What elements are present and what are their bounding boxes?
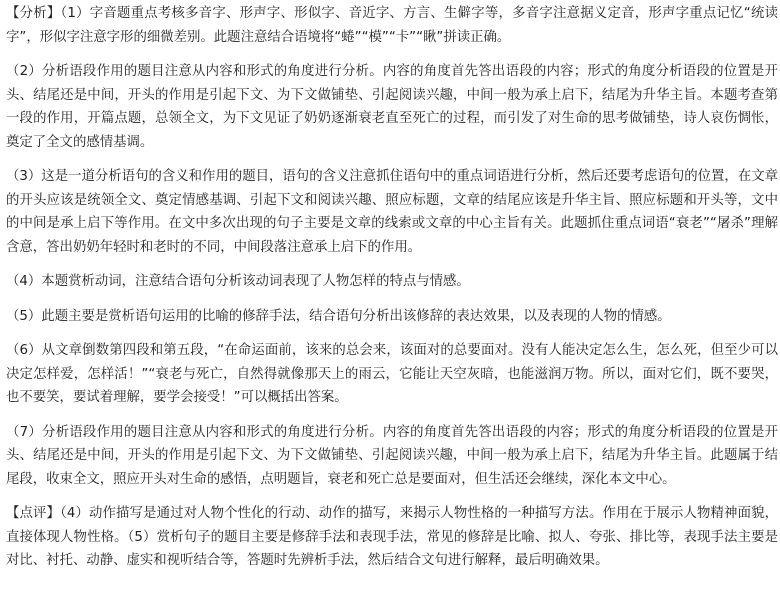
analysis-paragraph-2: （2）分析语段作用的题目注意从内容和形式的角度进行分析。内容的角度首先答出语段的内容；形式的角度分析语段的位置是开头、结尾还是中间，开头的作用是引起下文、为下文做铺垫、引起阅读兴趣，中间一般为承上启下，结尾为升华主旨。本题考查第一段的作用，开篇点题，总领全文，为下文见证了奶奶逐渐衰老直至死亡的过程，而引发了对生命的思考做铺垫，诗人哀伤惆怅，奠定了全文的感情基调。 — [6, 64, 778, 150]
analysis-paragraph-4: （4）本题赏析动词，注意结合语句分析该动词表现了人物怎样的特点与情感。 — [6, 274, 470, 289]
analysis-paragraph-5: （5）此题主要是赏析语句运用的比喻的修辞手法，结合语句分析出该修辞的表达效果，以及表现的人物的情感。 — [6, 308, 671, 324]
analysis-paragraph-7: （7）分析语段作用的题目注意从内容和形式的角度进行分析。内容的角度首先答出语段的内容；形式的角度分析语段的位置是开头、结尾还是中间，开头的作用是引起下文、为下文做铺垫、引起阅读兴趣，中间一般为承上启下，结尾为升华主旨。此题属于结尾段，收束全文，照应开头对生命的感悟，点明题旨，衰老和死亡总是要面对，但生活还会继续，深化本文中心。 — [6, 424, 778, 487]
analysis-paragraph-6: （6）从文章倒数第四段和第五段，“在命运面前，该来的总会来，该面对的总要面对。没有人能决定怎么生，怎么死，但至少可以决定怎样爱，怎样活！”“衰老与死亡，自然得就像那天上的雨云，它能让天空灰暗，也能滋润万物。所以，面对它们，既不要哭，也不要笑，要试着理解，要学会接受！”可以概括出答案。 — [6, 343, 778, 405]
analysis-paragraph-1: 【分析】（1）字音题重点考核多音字、形声字、形似字、音近字、方言、生僻字等，多音字注意据义定音，形声字重点记忆“统读字”，形似字注意字形的细微差别。此题注意结合语境将“蜷”“模”“卡”“瞅”拼读正确。 — [6, 6, 778, 45]
comment-paragraph: 【点评】（4）动作描写是通过对人物个性化的行动、动作的描写，来揭示人物性格的一种描写方法。作用在于展示人物精神面貌，直接体现人物性格。（5）赏析句子的题目主要是修辞手法和表现手法，常见的修辞是比喻、拟人、夸张、排比等，表现手法主要是对比、衬托、动静、虚实和视听结合等，答题时先辨析手法，然后结合文句进行解释，最后明确效果。 — [6, 506, 778, 568]
analysis-paragraph-3: （3）这是一道分析语句的含义和作用的题目，语句的含义注意抓住语句中的重点词语进行分析，然后还要考虑语句的位置，在文章的开头应该是统领全文、奠定情感基调、引起下文和阅读兴趣、照应标题，文章的结尾应该是升华主旨、照应标题和开头等，文中的中间是承上启下等作用。在文中多次出现的句子主要是文章的线索或文章的中心主旨有关。此题抓住重点词语“衰老”“屠杀”理解含意，答出奶奶年轻时和老时的不同，中间段落注意承上启下的作用。 — [6, 169, 778, 255]
